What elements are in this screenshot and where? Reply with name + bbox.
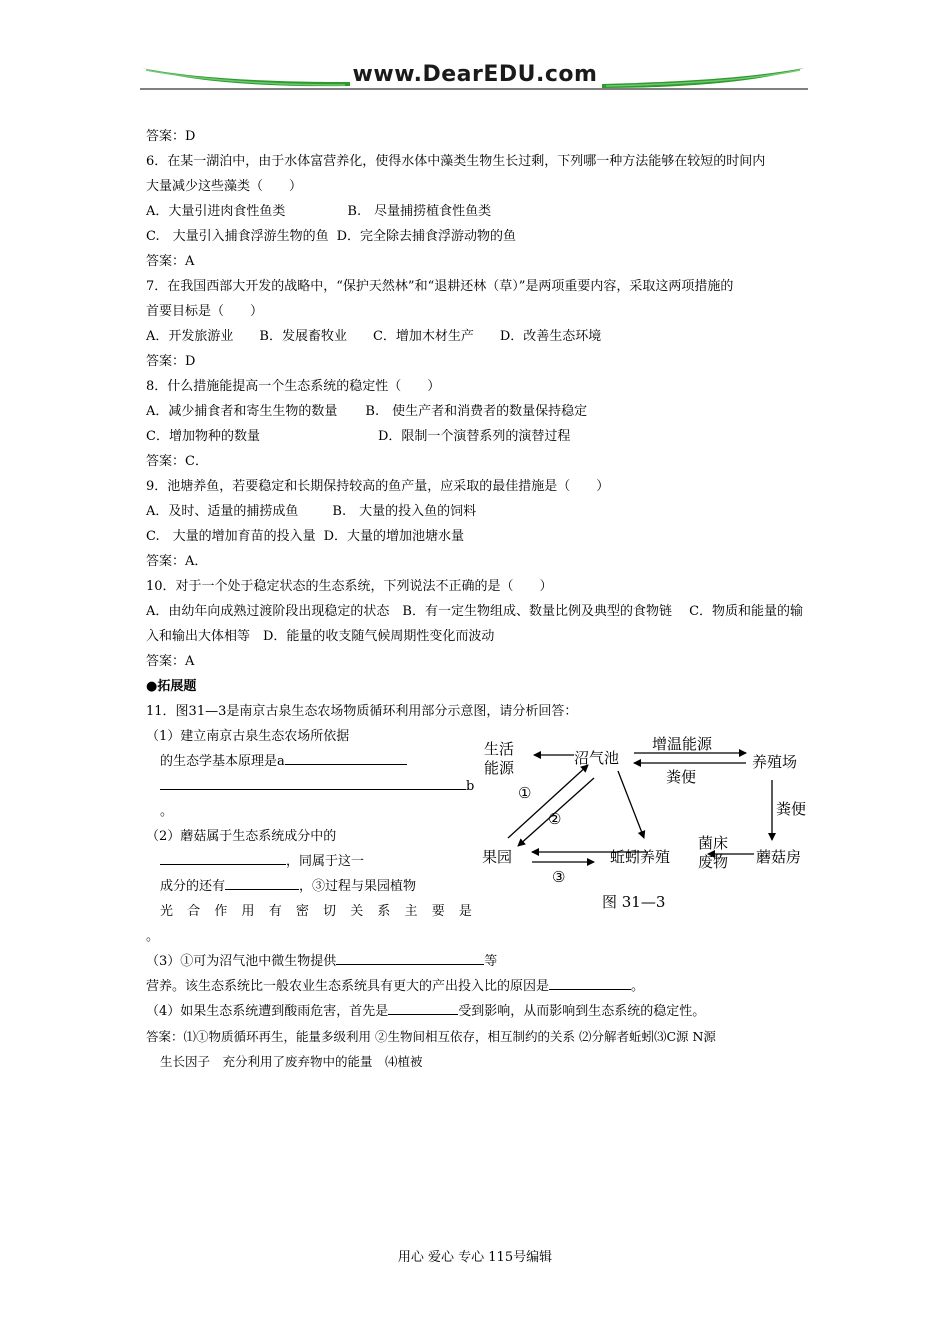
question-11-left-column [146,724,476,949]
page-footer: 用心 爱心 专心 115号编辑 [397,1250,553,1265]
question-10: 10．对于一个处于稳定状态的生态系统，下列说法不正确的是（ ） [146,579,553,594]
label-step-3: ③ [552,868,566,886]
option-a: A．大量引进肉食性鱼类 [146,204,286,219]
q11-part2-line1: （2）蘑菇属于生态系统成分中的 [146,829,337,844]
node-orchard: 果园 [482,848,513,866]
question-9: 9．池塘养鱼，若要稳定和长期保持较高的鱼产量，应采取的最佳措施是（ ） [146,479,610,494]
spread-char: 作 [214,904,228,919]
q11-part2-line4 [146,899,472,924]
option-b: B. 大量的投入鱼的饲料 [332,504,477,519]
question-6-options-cd [146,224,811,249]
option-b: B. 使生产者和消费者的数量保持稳定 [365,404,588,419]
spread-char: 要 [431,904,445,919]
material-cycle-diagram [476,718,816,918]
spread-char: 用 [241,904,255,919]
option-c: C. 大量引入捕食浮游生物的鱼 [146,229,329,244]
q11-part1-line3: b [146,774,476,799]
answer-8: 答案：C． [146,454,208,469]
question-10-options: A．由幼年向成熟过渡阶段出现稳定的状态 B．有一定生物组成、数量比例及典型的食物链 C．物质和能量的输入和输出大体相等 D．能量的收支随气候周期性变化而波动 [146,604,804,644]
answer-6: 答案：A [146,254,195,269]
spread-char: 主 [404,904,418,919]
option-d: D．限制一个演替系列的演替过程 [377,429,571,444]
answer-blank-nutrients[interactable] [336,950,484,965]
section-heading-extension: ●拓展题 [146,679,197,694]
label-step-1: ① [518,784,532,802]
question-8-options-ab [146,399,811,424]
spread-char: 系 [377,904,391,919]
label-mushroom-bed-waste-line1: 菌床 [698,834,729,852]
q11-part2-line5: 。 [146,929,160,944]
question-6-options-ab [146,199,811,224]
diagram-arrows [476,718,816,918]
answer-11-line1: 答案：⑴①物质循环再生，能量多级利用 ②生物间相互依存，相互制约的关系 ⑵分解者蚯蚓⑶C源 N源 [146,1029,716,1044]
question-9-options-ab [146,499,811,524]
spread-char: 有 [268,904,282,919]
node-livestock-farm: 养殖场 [752,753,798,771]
q11-part2-line3: 成分的还有 ，③过程与果园植物 [146,874,476,899]
label-heating-energy: 增温能源 [652,735,713,753]
q11-part1-line4: 。 [160,804,174,819]
option-a: A．减少捕食者和寄生生物的数量 [146,404,338,419]
q11-part3-line2: 营养。该生态系统比一般农业生态系统具有更大的产出投入比的原因是 。 [146,974,811,999]
question-6-line-1: 6．在某一湖泊中，由于水体富营养化，使得水体中藻类生物生长过剩，下列哪一种方法能够在较短的时间内 [146,154,766,169]
label-step-2: ② [548,810,562,828]
option-d: D．完全除去捕食浮游动物的鱼 [336,229,517,244]
question-8: 8．什么措施能提高一个生态系统的稳定性（ ） [146,379,441,394]
question-6-line-2: 大量减少这些藻类（ ） [146,179,303,194]
node-life-energy-line1: 生活 [484,740,515,758]
q11-part1-line2: 的生态学基本原理是a [146,749,476,774]
document-body [146,124,811,1074]
site-logo-text[interactable]: www.DearEDU.com [352,62,598,87]
answer-blank-b[interactable] [160,775,466,790]
answer-5: 答案：D [146,129,196,144]
answer-7: 答案：D [146,354,196,369]
label-manure-to-mushroom: 粪便 [776,800,807,818]
node-life-energy-line2: 能源 [484,759,515,777]
node-biogas-tank: 沼气池 [574,749,620,767]
spread-char: 合 [187,904,201,919]
question-11-body [146,724,811,949]
option-a: A．及时、适量的捕捞成鱼 [146,504,299,519]
answer-blank-a[interactable] [285,750,407,765]
question-7-line-1: 7．在我国西部大开发的战略中，“保护天然林”和“退耕还林（草）”是两项重要内容，采取这两项措施的 [146,279,734,294]
figure-caption: 图 31—3 [602,893,666,911]
question-7-line-2: 首要目标是（ ） [146,304,264,319]
spread-char: 是 [458,904,472,919]
q11-part3-line1: （3）①可为沼气池中微生物提供 等 [146,949,811,974]
answer-blank-component[interactable] [160,850,286,865]
question-8-options-cd [146,424,811,449]
option-c: C．增加物种的数量 [146,429,260,444]
option-c: C. 大量的增加育苗的投入量 [146,529,316,544]
spread-char: 切 [323,904,337,919]
answer-9: 答案：A． [146,554,208,569]
q11-part1-line1: （1）建立南京古泉生态农场所依据 [146,729,350,744]
answer-blank-reason[interactable] [549,975,631,990]
answer-10: 答案：A [146,654,195,669]
page-header [140,60,810,100]
answer-blank-same-component[interactable] [225,875,299,890]
spread-char: 关 [350,904,364,919]
option-b: B. 尽量捕捞植食性鱼类 [347,204,492,219]
q11-part2-line2: ，同属于这一 [146,849,476,874]
label-manure-to-biogas: 粪便 [666,768,697,786]
question-11: 11．图31—3是南京古泉生态农场物质循环利用部分示意图，请分析回答： [146,704,578,719]
node-mushroom-house: 蘑菇房 [756,848,802,866]
label-mushroom-bed-waste-line2: 废物 [698,853,729,871]
answer-blank-affected[interactable] [388,1000,458,1015]
node-earthworm-farming: 蚯蚓养殖 [610,848,671,866]
answer-11-line2: 生长因子 充分利用了废弃物中的能量 ⑷植被 [160,1054,423,1069]
question-7-options: A．开发旅游业 B．发展畜牧业 C．增加木材生产 D．改善生态环境 [146,329,602,344]
spread-char: 光 [160,904,174,919]
q11-part4: （4）如果生态系统遭到酸雨危害，首先是 受到影响，从而影响到生态系统的稳定性。 [146,999,811,1024]
option-d: D．大量的增加池塘水量 [323,529,465,544]
question-9-options-cd [146,524,811,549]
spread-char: 密 [295,904,309,919]
